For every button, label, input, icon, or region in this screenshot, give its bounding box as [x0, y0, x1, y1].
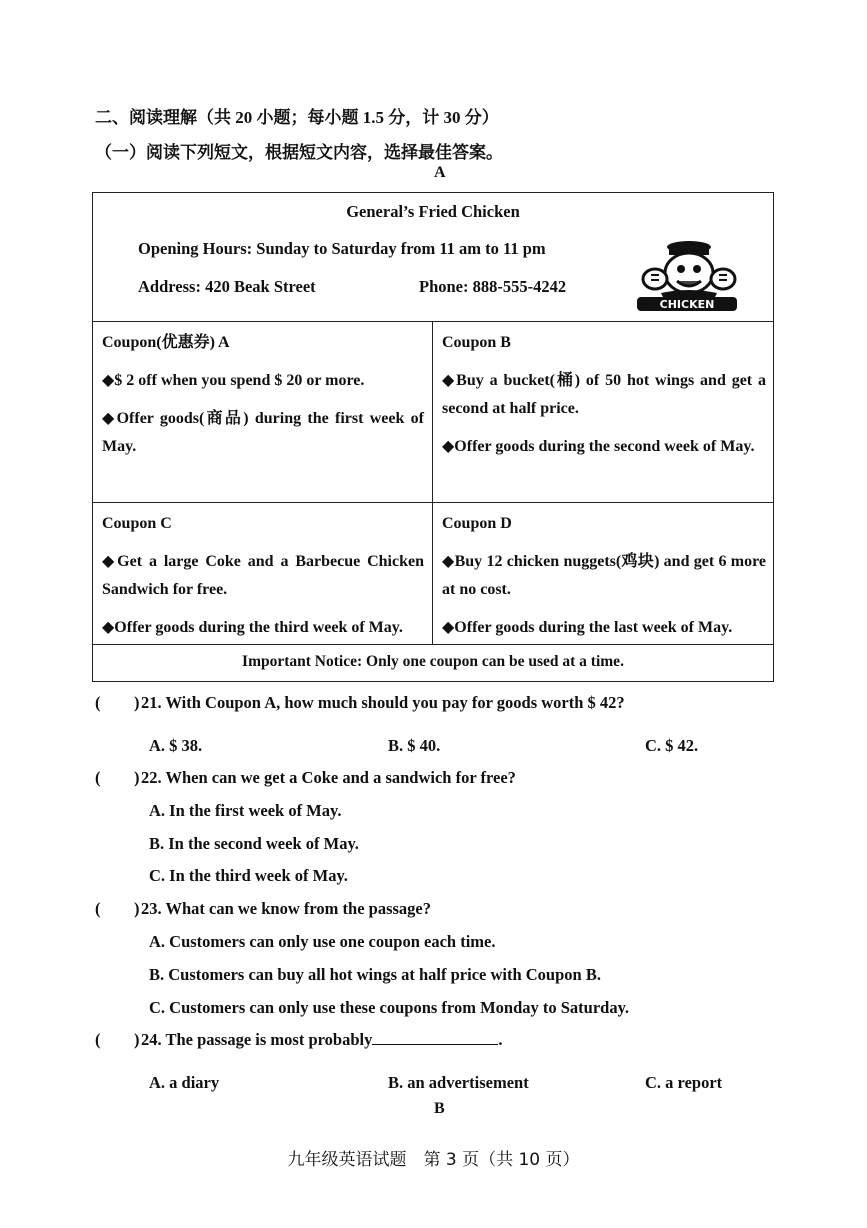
answer-paren-close: ) [134, 899, 140, 918]
coupon-a [93, 322, 433, 503]
question-24 [0, 1030, 867, 1054]
coupon-period: ◆Offer goods during the last week of May. [442, 619, 733, 636]
question-text: 24. The passage is most probably [141, 1030, 373, 1049]
option-c: C. Customers can only use these coupons from Monday to Saturday. [149, 998, 630, 1017]
answer-paren-close: ) [134, 1030, 140, 1049]
answer-paren-open: ( [95, 693, 101, 712]
important-notice: Important Notice: Only one coupon can be used at a time. [93, 644, 773, 681]
section-title: 二、阅读理解（共 20 小题；每小题 1.5 分，计 30 分） [95, 108, 499, 127]
logo-text: CHICKEN [659, 298, 715, 311]
option-b: B. $ 40. [388, 736, 441, 755]
coupon-title: Coupon C [102, 515, 172, 532]
question-text-end: . [498, 1030, 503, 1049]
coupon-offer: ◆$ 2 off when you spend $ 20 or more. [102, 372, 365, 389]
option-a: A. Customers can only use one coupon each time. [149, 932, 496, 951]
answer-paren-close: ) [134, 693, 140, 712]
option-b: B. Customers can buy all hot wings at half price with Coupon B. [149, 965, 601, 984]
coupon-title: Coupon(优惠券) A [102, 334, 230, 351]
ad-header [93, 193, 773, 322]
coupon-period: ◆Offer goods during the third week of May. [102, 619, 403, 636]
option-c: C. $ 42. [645, 736, 699, 755]
page-footer: 九年级英语试题 第 3 页（共 10 页） [287, 1150, 580, 1170]
answer-paren-open: ( [95, 768, 101, 787]
coupon-offer: ◆Get a large Coke and a Barbecue Chicken Sandwich for free. [102, 553, 424, 598]
answer-paren-close: ) [134, 768, 140, 787]
question-21 [0, 693, 867, 717]
question-22 [0, 768, 867, 792]
restaurant-name: General’s Fried Chicken [346, 202, 520, 221]
option-c: C. a report [645, 1073, 723, 1092]
answer-paren-open: ( [95, 899, 101, 918]
question-text: 23. What can we know from the passage? [141, 899, 431, 918]
coupon-offer: ◆Buy 12 chicken nuggets(鸡块) and get 6 more at no cost. [442, 553, 766, 598]
advertisement-box [92, 192, 774, 682]
coupon-period: ◆Offer goods(商品) during the first week of May. [102, 410, 424, 455]
coupon-offer: ◆Buy a bucket(桶) of 50 hot wings and get a second at half price. [442, 372, 766, 417]
option-a: A. In the first week of May. [149, 801, 342, 820]
option-a: A. a diary [149, 1073, 220, 1092]
question-23 [0, 899, 867, 923]
coupon-c [93, 503, 433, 644]
coupon-title: Coupon D [442, 515, 512, 532]
option-b: B. In the second week of May. [149, 834, 359, 853]
answer-blank [372, 1030, 498, 1045]
option-b: B. an advertisement [388, 1073, 529, 1092]
coupon-grid [93, 322, 773, 644]
chicken-logo-icon [631, 239, 743, 315]
coupon-title: Coupon B [442, 334, 511, 351]
instruction: （一）阅读下列短文，根据短文内容，选择最佳答案。 [95, 143, 503, 162]
answer-paren-open: ( [95, 1030, 101, 1049]
coupon-b [433, 322, 774, 503]
address: Address: 420 Beak Street [138, 277, 316, 296]
option-a: A. $ 38. [149, 736, 203, 755]
opening-hours: Opening Hours: Sunday to Saturday from 11 am to 11 pm [138, 239, 546, 258]
passage-label-b: B [434, 1100, 445, 1117]
passage-label-a: A [434, 164, 446, 181]
option-c: C. In the third week of May. [149, 866, 348, 885]
phone: Phone: 888-555-4242 [419, 277, 567, 296]
question-text: 21. With Coupon A, how much should you pay for goods worth $ 42? [141, 693, 625, 712]
coupon-period: ◆Offer goods during the second week of May. [442, 438, 755, 455]
question-text: 22. When can we get a Coke and a sandwich for free? [141, 768, 516, 787]
coupon-d [433, 503, 774, 644]
